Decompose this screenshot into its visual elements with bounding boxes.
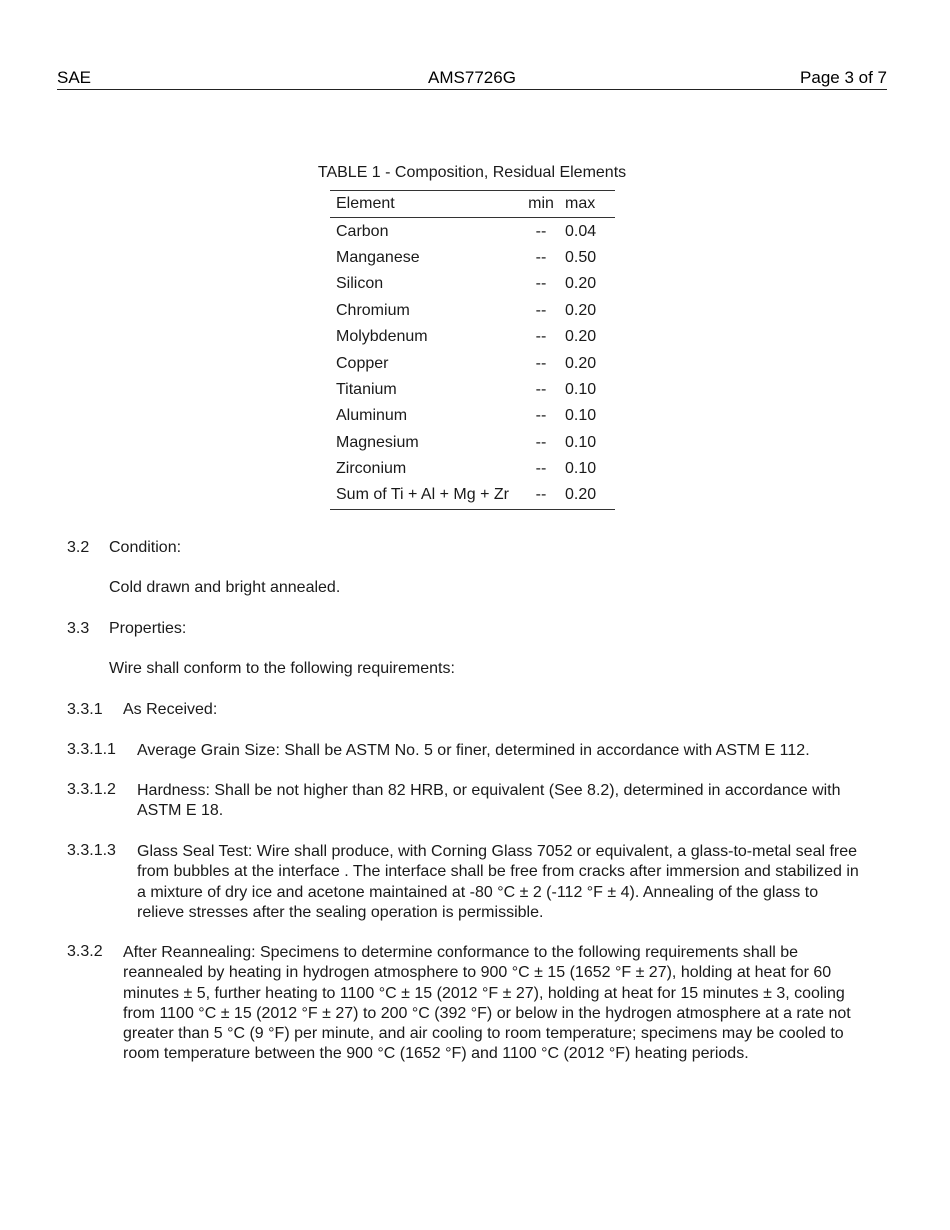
section-title: As Received:	[123, 701, 218, 718]
table-cell: 0.20	[565, 328, 597, 346]
section-body: Wire shall conform to the following requirements:	[109, 660, 455, 677]
column-header: Element	[336, 195, 395, 213]
section-body: Cold drawn and bright annealed.	[109, 579, 341, 596]
section-text: After Reannealing: Specimens to determine conformance to the following requirements shall be reannealed by heating in hydrogen atmosphere to 900 °C ± 15 (1652 °F ± 27), holding at heat for 60 minutes ± 5, further heating to 1100 °C ± 15 (2012 °F ± 27), holding at heat for 15 minutes ± 3, cooling from 1100 °C ± 15 (2012 °F ± 27) to 200 °C (392 °F) or below in the hydrogen atmosphere at a rate not greater than 5 °C (9 °F) per minute, and air cooling to room temperature; specimens may be cooled to room temperature between the 900 °C (1652 °F) and 1100 °C (2012 °F) heating periods.	[123, 944, 851, 1063]
table-title: TABLE 1 - Composition, Residual Elements	[317, 164, 627, 181]
column-header: max	[565, 195, 596, 213]
table-cell: 0.10	[565, 380, 597, 398]
section-text: Hardness: Shall be not higher than 82 HRB, or equivalent (See 8.2), determined in accordance with ASTM E 18.	[137, 782, 841, 820]
composition-table	[330, 190, 615, 510]
table-cell: --	[535, 275, 547, 293]
section-number: 3.3.2	[67, 943, 103, 960]
table-row	[330, 350, 615, 376]
table-cell: 0.10	[565, 433, 597, 451]
table-cell: 0.20	[565, 486, 597, 504]
table-row	[330, 482, 615, 509]
section-title: Condition:	[109, 539, 182, 556]
header-doc-id: AMS7726G	[428, 68, 516, 87]
table-cell: Zirconium	[336, 460, 407, 478]
table-cell: 0.20	[565, 354, 597, 372]
table-row	[330, 298, 615, 324]
table-cell: 0.20	[565, 275, 597, 293]
table-cell: Molybdenum	[336, 328, 428, 346]
table-cell: 0.50	[565, 248, 597, 266]
table-row	[330, 403, 615, 429]
section-title: Properties:	[109, 620, 187, 637]
table-cell: --	[535, 380, 547, 398]
table-cell: --	[535, 354, 547, 372]
table-cell: --	[535, 222, 547, 240]
column-header: min	[528, 195, 554, 213]
table-cell: --	[535, 407, 547, 425]
table-row	[330, 271, 615, 297]
table-cell: Copper	[336, 354, 389, 372]
table-cell: Aluminum	[336, 407, 408, 425]
table-cell: Titanium	[336, 380, 397, 398]
section-number: 3.2	[67, 539, 90, 556]
table-row	[330, 218, 615, 245]
header-org: SAE	[57, 68, 92, 87]
table-cell: 0.04	[565, 222, 597, 240]
table-cell: 0.20	[565, 301, 597, 319]
section-text: Glass Seal Test: Wire shall produce, with Corning Glass 7052 or equivalent, a glass-to-metal seal free from bubbles at the interface . The interface shall be free from cracks after immersion and stabilized in a mixture of dry ice and acetone maintained at -80 °C ± 2 (-112 °F ± 4). Annealing of the glass to relieve stresses after the sealing operation is permissible.	[137, 843, 859, 921]
section-number: 3.3.1	[67, 701, 103, 718]
table-cell: --	[535, 248, 547, 266]
section-text: Average Grain Size: Shall be ASTM No. 5 or finer, determined in accordance with ASTM E 112.	[137, 742, 810, 759]
page-header	[57, 68, 887, 90]
table-cell: --	[535, 328, 547, 346]
table-cell: Silicon	[336, 275, 384, 293]
table-cell: Magnesium	[336, 433, 419, 451]
table-header-row	[330, 191, 615, 218]
table-row	[330, 456, 615, 482]
table-cell: Manganese	[336, 248, 420, 266]
table-cell: Carbon	[336, 222, 389, 240]
table-row	[330, 377, 615, 403]
header-page-number: Page 3 of 7	[800, 68, 887, 87]
table-row	[330, 245, 615, 271]
table-cell: 0.10	[565, 407, 597, 425]
table-cell: --	[535, 433, 547, 451]
table-cell: Chromium	[336, 301, 410, 319]
table-cell: --	[535, 486, 547, 504]
section-number: 3.3.1.2	[67, 781, 116, 798]
table-cell: 0.10	[565, 460, 597, 478]
table-cell: --	[535, 460, 547, 478]
table-row	[330, 430, 615, 456]
section-number: 3.3.1.1	[67, 741, 116, 758]
table-body	[330, 218, 615, 509]
table-row	[330, 324, 615, 350]
section-number: 3.3	[67, 620, 90, 637]
table-cell: Sum of Ti + Al + Mg + Zr	[336, 486, 509, 504]
table-cell: --	[535, 301, 547, 319]
section-number: 3.3.1.3	[67, 842, 116, 859]
